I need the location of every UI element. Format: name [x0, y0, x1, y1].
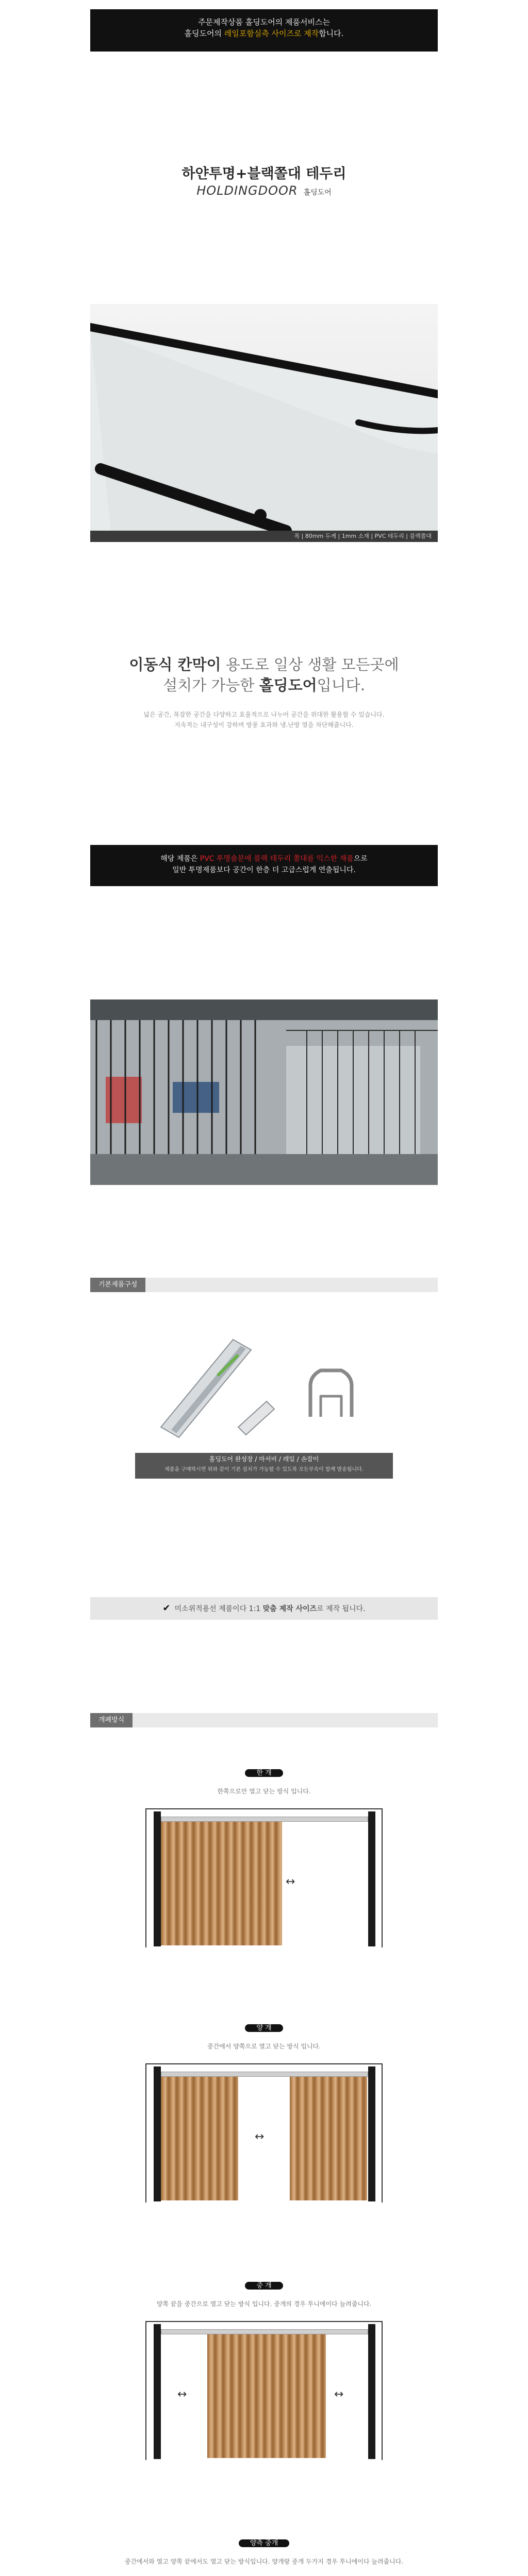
right-frame	[382, 2321, 383, 2460]
method-3-diagram	[135, 2316, 393, 2465]
top-notice-bar	[90, 9, 438, 52]
material-notice-bar	[90, 845, 438, 886]
folded-panel-right	[290, 2077, 367, 2200]
top-rail	[161, 1817, 368, 1822]
clear-sheet-illustration	[90, 304, 438, 531]
material-notice-line-2: 일반 투명제품보다 공간이 한층 더 고급스럽게 연출됩니다.	[172, 866, 356, 874]
open-arrow-icon: ↔	[255, 2130, 265, 2143]
right-wall	[368, 2324, 375, 2459]
left-arrow-icon: ↔	[177, 2388, 187, 2401]
right-arrow-icon: ↔	[334, 2388, 344, 2401]
intro-desc-2: 지속적는 내구성이 강하며 방풍 효과와 냉.난방 열을 차단해줍니다.	[174, 721, 354, 728]
ceiling-line	[145, 1808, 383, 1809]
intro-line-2: 설치가 가능한 홀딩도어입니다.	[163, 676, 365, 694]
brand-name: HOLDINGDOOR	[196, 183, 298, 198]
brand-line	[0, 183, 528, 198]
ceiling-line	[145, 2321, 383, 2322]
method-1	[0, 1767, 528, 1780]
method-3	[0, 2280, 528, 2292]
components-illustration	[135, 1324, 393, 1448]
hero-product-image	[90, 304, 438, 531]
method-2	[0, 2022, 528, 2035]
notice-line-2: 홀딩도어의 레일포함실측 사이즈로 제작합니다.	[184, 29, 344, 38]
method-1-diagram	[135, 1803, 393, 1953]
left-wall	[154, 2324, 161, 2459]
right-wall	[368, 1811, 375, 1946]
method-3-label: 중 개	[245, 2282, 283, 2290]
left-frame	[145, 2063, 146, 2202]
brand-sub: 홀딩도어	[303, 189, 332, 197]
spec-caption-bar	[90, 531, 438, 542]
right-wall	[368, 2066, 375, 2201]
method-2-diagram	[135, 2058, 393, 2208]
material-notice-line-1: 해당 제품은 PVC 투명숄분에 블랙 테두리 쫄대를 익스한 재품으로	[160, 855, 368, 863]
left-wall	[154, 2066, 161, 2201]
intro-heading	[0, 654, 528, 696]
folded-panel	[161, 1822, 282, 1945]
section-title-basic: 기본제품구성	[90, 1278, 145, 1292]
intro-desc-1: 넓은 공간, 복잡한 공간을 다양하고 효율적으로 나누어 공간을 위대한 활용할 수 있습니다.	[143, 711, 385, 718]
installation-photo	[90, 999, 438, 1185]
section-bar-open	[90, 1713, 438, 1727]
open-arrow-icon: ↔	[286, 1875, 295, 1888]
section-title-open: 개폐방식	[90, 1713, 133, 1727]
notice-line-1: 주문제작상품 홀딩도어의 제품서비스는	[198, 18, 330, 27]
method-2-label: 양 개	[245, 2024, 283, 2032]
ceiling-line	[145, 2063, 383, 2064]
method-4	[0, 2537, 528, 2550]
strip-curtain-photo	[90, 999, 438, 1185]
left-frame	[145, 2321, 146, 2460]
top-rail	[161, 2329, 368, 2334]
method-4-label: 양측 중개	[239, 2539, 289, 2547]
method-3-desc: 양쪽 끝을 중간으로 열고 닫는 방식 입니다. 중개의 경우 투니에이다 늘려줍니다.	[156, 2300, 372, 2308]
method-1-label: 한 개	[245, 1769, 283, 1777]
spec-caption: 폭 | 80mm 두께 | 1mm 소재 | PVC 테두리 | 블랙쫄대	[294, 533, 432, 539]
left-frame	[145, 1808, 146, 1947]
check-icon: ✔	[162, 1603, 171, 1614]
right-frame	[382, 1808, 383, 1947]
method-2-desc: 중간에서 양쪽으로 열고 닫는 방식 입니다.	[207, 2043, 321, 2050]
components-image	[135, 1324, 393, 1448]
method-4-desc: 중간에서와 열고 양쪽 끝에서도 열고 닫는 방식입니다. 양개랑 중개 두가지 경우 투니에이다 늘려줍니다.	[124, 2558, 404, 2565]
intro-line-1: 이동식 칸막이 용도로 일상 생활 모든곳에	[129, 656, 399, 673]
product-caption-title: 홀딩도어 완성장 / 마서비 / 레일 / 손잡이	[209, 1455, 319, 1463]
product-caption-box	[135, 1453, 393, 1479]
method-4-diagram	[135, 2573, 393, 2576]
left-wall	[154, 1811, 161, 1946]
product-caption-desc: 제품을 구매하시면 위와 같이 기본 설치가 가능할 수 있도록 모든부속이 함께 발송됩니다.	[164, 1467, 364, 1472]
product-title: 하얀투명+블랙쫄대 테두리	[182, 166, 346, 182]
method-1-desc: 한쪽으로만 열고 닫는 방식 입니다.	[217, 1788, 311, 1795]
folded-panel-center	[207, 2334, 326, 2458]
top-rail	[161, 2072, 368, 2077]
right-frame	[382, 2063, 383, 2202]
custom-size-banner: ✔ 미소위적용선 제품이다 1:1 맞춤 제작 사이즈로 제작 됩니다.	[90, 1597, 438, 1620]
folded-panel-left	[161, 2077, 238, 2200]
